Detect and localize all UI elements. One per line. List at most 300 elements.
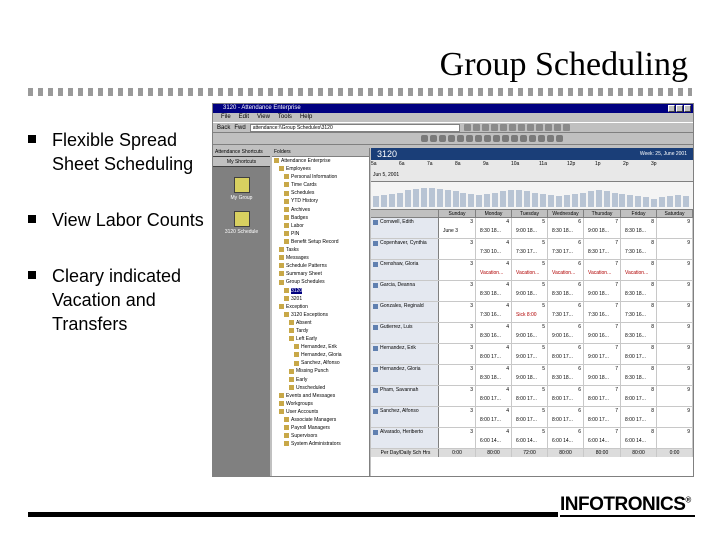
cell-day-number: 9 (687, 408, 690, 414)
my-group-icon[interactable] (234, 177, 250, 193)
minimize-icon[interactable] (668, 105, 675, 112)
toolbar-tool-icon[interactable] (527, 124, 534, 131)
cell-day-number: 7 (615, 219, 618, 225)
cell-day-number: 5 (542, 324, 545, 330)
cell-shift-text: 8:00 17... (625, 396, 646, 402)
schedule-cell[interactable] (512, 323, 548, 343)
schedule-cell[interactable] (476, 365, 512, 385)
cell-day-number: 6 (578, 219, 581, 225)
hour-label: 3p (651, 161, 657, 167)
cell-shift-text: 7:30 16... (588, 312, 609, 318)
employee-name[interactable]: Crenshaw, Gloria (371, 260, 439, 280)
tree-item-label: Supervisors (291, 433, 318, 440)
tree-item[interactable] (272, 311, 369, 319)
cell-day-number: 9 (687, 282, 690, 288)
tree-item-label: Archives (291, 206, 311, 213)
table-row[interactable] (371, 365, 693, 386)
cell-day-number: 9 (687, 240, 690, 246)
cell-day-number: 8 (651, 429, 654, 435)
table-row[interactable] (371, 386, 693, 407)
toolbar-tool-icon[interactable] (475, 135, 482, 142)
schedule-cell[interactable] (621, 323, 657, 343)
cell-day-number: 8 (651, 282, 654, 288)
tree-item[interactable] (272, 254, 369, 262)
schedule-cell[interactable] (512, 239, 548, 259)
menu-bar (213, 113, 693, 122)
bullet-square-icon (28, 271, 36, 279)
toolbar-tool-icon[interactable] (547, 135, 554, 142)
schedule-cell[interactable] (476, 239, 512, 259)
schedule-cell[interactable] (657, 428, 693, 448)
tree-item-label: Time Cards (291, 182, 317, 189)
cell-day-number: 4 (506, 240, 509, 246)
tree-item[interactable] (272, 197, 369, 205)
cell-day-number: 9 (687, 303, 690, 309)
toolbar-tool-icon[interactable] (538, 135, 545, 142)
folder-icon (279, 304, 284, 309)
schedule-cell[interactable] (512, 344, 548, 364)
labor-count-bar (516, 190, 522, 207)
back-button[interactable]: Back (217, 124, 231, 131)
tree-item[interactable] (272, 230, 369, 238)
schedule-cell[interactable] (621, 428, 657, 448)
schedule-cell[interactable] (439, 218, 476, 238)
folder-icon (289, 369, 294, 374)
cell-day-number: 8 (651, 261, 654, 267)
window-titlebar (213, 104, 693, 113)
toolbar-tool-icon[interactable] (509, 124, 516, 131)
menu-help[interactable]: Help (299, 114, 313, 120)
cell-shift-text: 8:00 17... (552, 417, 573, 423)
toolbar-tool-icon[interactable] (482, 124, 489, 131)
cell-day-number: 7 (615, 408, 618, 414)
schedule-cell[interactable] (657, 239, 693, 259)
folder-icon (294, 344, 299, 349)
cell-day-number: 6 (578, 387, 581, 393)
employee-name[interactable]: Garcia, Deanna (371, 281, 439, 301)
cell-day-number: 3 (470, 366, 473, 372)
labor-count-bar (445, 190, 451, 207)
cell-day-number: 4 (506, 387, 509, 393)
schedule-cell[interactable] (439, 344, 476, 364)
bullet-square-icon (28, 135, 36, 143)
cell-shift-text: 6:00 14... (552, 438, 573, 444)
schedule-cell[interactable] (548, 218, 584, 238)
schedule-cell[interactable] (476, 407, 512, 427)
cell-shift-text: 9:00 18... (588, 375, 609, 381)
table-row[interactable] (371, 302, 693, 323)
tree-item[interactable] (272, 376, 369, 384)
cell-day-number: 4 (506, 429, 509, 435)
schedule-cell[interactable] (621, 302, 657, 322)
schedule-cell[interactable] (621, 365, 657, 385)
toolbar-tool-icon[interactable] (500, 124, 507, 131)
labor-count-bar (476, 195, 482, 207)
employee-name[interactable]: Copenhaver, Cynthia (371, 239, 439, 259)
tree-item-label: Absent (296, 319, 312, 326)
tree-item-label: Associate Managers (291, 417, 337, 423)
tree-item[interactable] (272, 432, 369, 440)
hour-label: 6a (399, 161, 405, 167)
folder-icon (279, 166, 284, 171)
tree-item[interactable] (272, 157, 369, 165)
cell-day-number: 9 (687, 324, 690, 330)
table-row[interactable] (371, 239, 693, 260)
schedule-cell[interactable] (584, 386, 621, 406)
schedule-cell[interactable] (584, 407, 621, 427)
tree-item[interactable] (272, 400, 369, 408)
schedule-cell[interactable] (512, 386, 548, 406)
tree-item[interactable] (272, 189, 369, 197)
schedule-cell[interactable] (476, 344, 512, 364)
schedule-cell[interactable] (476, 302, 512, 322)
cell-day-number: 4 (506, 261, 509, 267)
cell-shift-text: 9:00 18... (588, 228, 609, 234)
tree-item[interactable] (272, 327, 369, 335)
folder-icon (284, 433, 289, 438)
schedule-cell[interactable] (621, 344, 657, 364)
tree-item[interactable] (272, 303, 369, 311)
employee-name[interactable]: Cornwell, Edith (371, 218, 439, 238)
employee-name[interactable]: Gutierrez, Luis (371, 323, 439, 343)
toolbar-tool-icon[interactable] (511, 135, 518, 142)
tree-item-label: 3120 Exceptions (291, 311, 328, 318)
labor-count-bar (540, 194, 546, 207)
labor-count-bar (588, 191, 594, 207)
day-header: Wednesday (548, 210, 584, 217)
schedule-cell[interactable] (512, 365, 548, 385)
table-row[interactable] (371, 260, 693, 281)
toolbar-tool-icon[interactable] (491, 124, 498, 131)
schedule-cell[interactable] (584, 344, 621, 364)
schedule-cell[interactable] (621, 260, 657, 280)
hour-label: 9a (483, 161, 489, 167)
schedule-cell[interactable] (439, 428, 476, 448)
schedule-cell[interactable] (584, 281, 621, 301)
folder-icon (279, 401, 284, 406)
schedule-cell[interactable] (584, 302, 621, 322)
tree-item-label: Early (296, 376, 308, 383)
schedule-cell[interactable] (621, 239, 657, 259)
folder-icon (284, 425, 289, 430)
schedule-banner (371, 148, 693, 160)
folder-icon (284, 312, 289, 317)
cell-shift-text: 8:30 18... (552, 291, 573, 297)
cell-shift-text: 8:30 18... (625, 291, 646, 297)
tree-item[interactable] (272, 319, 369, 327)
tree-item-label: Benefit Setup Record (291, 238, 339, 245)
cell-shift-text: 9:00 17... (516, 354, 537, 360)
tree-item[interactable] (272, 335, 369, 343)
tree-item-label: YTD History (291, 198, 318, 205)
toolbar-tool-icon[interactable] (457, 135, 464, 142)
schedule-cell[interactable] (657, 260, 693, 280)
cell-shift-text: 8:00 17... (516, 417, 537, 423)
labor-count-bar (389, 194, 395, 207)
schedule-cell[interactable] (548, 239, 584, 259)
schedule-cell[interactable] (657, 386, 693, 406)
logo-text: INFOTRONICS (560, 494, 686, 515)
cell-day-number: 3 (470, 303, 473, 309)
folder-icon (279, 271, 284, 276)
hour-label: 11a (539, 161, 547, 167)
forward-button[interactable]: Fwd (234, 124, 246, 131)
tree-item[interactable] (272, 416, 369, 424)
labor-count-bar (564, 195, 570, 207)
tree-item-label: System Administrators (291, 441, 341, 448)
schedule-cell[interactable] (548, 281, 584, 301)
schedule-cell[interactable] (476, 218, 512, 238)
cell-day-number: 3 (470, 219, 473, 225)
cell-day-number: 6 (578, 429, 581, 435)
schedule-cell[interactable] (657, 407, 693, 427)
toolbar-tool-icon[interactable] (464, 124, 471, 131)
schedule-cell[interactable] (657, 323, 693, 343)
cell-shift-text: 8:00 17... (480, 396, 501, 402)
day-header: Monday (476, 210, 512, 217)
tree-item-label: Hernandez, Erik (301, 344, 337, 351)
schedule-cell[interactable] (548, 386, 584, 406)
employee-name[interactable]: Sanchez, Alfonso (371, 407, 439, 427)
schedule-cell[interactable] (439, 260, 476, 280)
menu-edit[interactable]: Edit (238, 114, 250, 120)
tree-item-label: Hernandez, Gloria (301, 352, 342, 359)
schedule-cell[interactable] (657, 344, 693, 364)
schedule-cell[interactable] (548, 260, 584, 280)
tree-item[interactable] (272, 359, 369, 367)
schedule-cell[interactable] (476, 281, 512, 301)
cell-day-number: 7 (615, 387, 618, 393)
toolbar-tool-icon[interactable] (556, 135, 563, 142)
day-header (371, 210, 439, 217)
tree-item[interactable] (272, 262, 369, 270)
tree-item[interactable] (272, 165, 369, 173)
bullet-item (28, 208, 218, 232)
menu-file[interactable]: File (221, 114, 231, 120)
cell-day-number: 3 (470, 282, 473, 288)
cell-shift-text: Vacation... (588, 270, 612, 276)
toolbar-tool-icon[interactable] (439, 135, 446, 142)
tree-item[interactable] (272, 351, 369, 359)
schedule-cell[interactable] (657, 302, 693, 322)
employee-name[interactable]: Gonzales, Reginald (371, 302, 439, 322)
tree-item[interactable] (272, 295, 369, 303)
schedule-cell[interactable] (584, 365, 621, 385)
cell-day-number: 8 (651, 324, 654, 330)
toolbar-tool-icon[interactable] (421, 135, 428, 142)
labor-count-bar (532, 193, 538, 207)
labor-count-bar (675, 195, 681, 207)
tree-item[interactable] (272, 278, 369, 286)
shortcuts-pane (213, 148, 270, 477)
toolbar-tool-icon[interactable] (502, 135, 509, 142)
schedule-icon[interactable] (234, 211, 250, 227)
cell-shift-text: 6:00 14... (588, 438, 609, 444)
schedule-cell[interactable] (439, 386, 476, 406)
schedule-cell[interactable] (548, 365, 584, 385)
cell-shift-text: 8:00 17... (625, 417, 646, 423)
close-icon[interactable] (684, 105, 691, 112)
cell-day-number: 7 (615, 261, 618, 267)
tree-item[interactable] (272, 424, 369, 432)
employee-name[interactable]: Hernandez, Gloria (371, 365, 439, 385)
maximize-icon[interactable] (676, 105, 683, 112)
tree-item[interactable] (272, 408, 369, 416)
table-row[interactable] (371, 218, 693, 239)
cell-shift-text: 9:00 18... (516, 291, 537, 297)
cell-day-number: 9 (687, 387, 690, 393)
tree-item[interactable] (272, 246, 369, 254)
cell-shift-text: 8:30 18... (625, 228, 646, 234)
schedule-cell[interactable] (439, 281, 476, 301)
toolbar-tool-icon[interactable] (536, 124, 543, 131)
schedule-cell[interactable] (512, 218, 548, 238)
schedule-cell[interactable] (439, 302, 476, 322)
my-shortcuts-tab[interactable]: My Shortcuts (213, 157, 270, 167)
schedule-cell[interactable] (512, 281, 548, 301)
employee-name[interactable]: Hernandez, Erik (371, 344, 439, 364)
tree-item-label: Badges (291, 214, 308, 221)
table-row[interactable] (371, 344, 693, 365)
tree-item-label: Employees (286, 166, 311, 173)
schedule-cell[interactable] (584, 428, 621, 448)
schedule-cell[interactable] (584, 260, 621, 280)
employee-name[interactable]: Pham, Savannah (371, 386, 439, 406)
cell-day-number: 8 (651, 303, 654, 309)
tree-item[interactable] (272, 181, 369, 189)
cell-shift-text: 7:30 10... (480, 249, 501, 255)
schedule-cell[interactable] (621, 407, 657, 427)
cell-day-number: 5 (542, 387, 545, 393)
schedule-cell[interactable] (657, 218, 693, 238)
toolbar-tool-icon[interactable] (518, 124, 525, 131)
folder-icon (284, 288, 289, 293)
tree-item[interactable] (272, 222, 369, 230)
tree-item[interactable] (272, 238, 369, 246)
table-row[interactable] (371, 281, 693, 302)
employee-name[interactable]: Alvarado, Heriberto (371, 428, 439, 448)
hour-label: 1p (595, 161, 601, 167)
schedule-cell[interactable] (584, 323, 621, 343)
cell-day-number: 7 (615, 282, 618, 288)
toolbar-tool-icon[interactable] (430, 135, 437, 142)
tree-item-label: Workgroups (286, 400, 313, 407)
cell-day-number: 5 (542, 366, 545, 372)
schedule-cell[interactable] (621, 281, 657, 301)
cell-day-number: 5 (542, 282, 545, 288)
toolbar-tool-icon[interactable] (484, 135, 491, 142)
folder-icon (284, 182, 289, 187)
toolbar-tool-icon[interactable] (529, 135, 536, 142)
toolbar-tool-icon[interactable] (545, 124, 552, 131)
toolbar-tool-icon[interactable] (448, 135, 455, 142)
shortcut-label[interactable]: 3120 Schedule (224, 229, 259, 235)
hour-label: 10a (511, 161, 520, 167)
schedule-cell[interactable] (584, 218, 621, 238)
schedule-cell[interactable] (512, 302, 548, 322)
schedule-cell[interactable] (439, 323, 476, 343)
schedule-cell[interactable] (548, 344, 584, 364)
tree-item[interactable] (272, 214, 369, 222)
cell-day-number: 9 (687, 366, 690, 372)
day-header: Thursday (584, 210, 621, 217)
cell-shift-text: 7:30 16... (625, 312, 646, 318)
tree-item[interactable] (272, 440, 369, 448)
schedule-cell[interactable] (512, 428, 548, 448)
totals-cell: 0:00 (439, 449, 476, 457)
toolbar-tool-icon[interactable] (493, 135, 500, 142)
bullet-list (28, 128, 218, 368)
schedule-cell[interactable] (548, 323, 584, 343)
labor-count-bar (643, 197, 649, 207)
toolbar-tool-icon[interactable] (520, 135, 527, 142)
totals-cell: 80:00 (476, 449, 512, 457)
tree-item[interactable] (272, 343, 369, 351)
schedule-cell[interactable] (621, 386, 657, 406)
labor-count-bar (580, 193, 586, 207)
cell-day-number: 7 (615, 429, 618, 435)
schedule-cell[interactable] (512, 260, 548, 280)
tree-item[interactable] (272, 270, 369, 278)
schedule-cell[interactable] (476, 386, 512, 406)
tree-item[interactable] (272, 173, 369, 181)
tree-item[interactable] (272, 367, 369, 375)
toolbar-tool-icon[interactable] (473, 124, 480, 131)
schedule-cell[interactable] (476, 428, 512, 448)
table-row[interactable] (371, 428, 693, 449)
folder-icon (289, 336, 294, 341)
shortcut-label[interactable]: My Group (230, 195, 253, 201)
toolbar-tool-icon[interactable] (466, 135, 473, 142)
cell-day-number: 7 (615, 345, 618, 351)
schedule-cell[interactable] (657, 281, 693, 301)
tree-item[interactable] (272, 384, 369, 392)
address-input[interactable]: attendance:\\Group Schedules\3120 (250, 124, 460, 132)
hour-label: 7a (427, 161, 433, 167)
toolbar-tool-icon[interactable] (554, 124, 561, 131)
menu-view[interactable]: View (257, 114, 270, 120)
schedule-cell[interactable] (657, 365, 693, 385)
schedule-cell[interactable] (439, 407, 476, 427)
schedule-cell[interactable] (621, 218, 657, 238)
schedule-cell[interactable] (439, 365, 476, 385)
schedule-cell[interactable] (548, 428, 584, 448)
tree-item[interactable] (272, 392, 369, 400)
day-headers (371, 210, 693, 218)
tree-item[interactable] (272, 206, 369, 214)
tree-item[interactable] (272, 287, 369, 295)
cell-day-number: 4 (506, 366, 509, 372)
schedule-cell[interactable] (584, 239, 621, 259)
toolbar-tool-icon[interactable] (563, 124, 570, 131)
table-row[interactable] (371, 407, 693, 428)
schedule-cell[interactable] (512, 407, 548, 427)
schedule-cell[interactable] (476, 323, 512, 343)
schedule-cell[interactable] (548, 407, 584, 427)
schedule-cell[interactable] (548, 302, 584, 322)
cell-shift-text: Vacation... (552, 270, 576, 276)
menu-tools[interactable]: Tools (277, 114, 292, 120)
schedule-cell[interactable] (476, 260, 512, 280)
totals-cell: 80:00 (621, 449, 657, 457)
cell-shift-text: 7:30 17... (552, 249, 573, 255)
schedule-cell[interactable] (439, 239, 476, 259)
folder-icon (294, 352, 299, 357)
labor-count-bar (429, 188, 435, 207)
table-row[interactable] (371, 323, 693, 344)
labor-count-bar (460, 193, 466, 207)
tree-item-label: Missing Punch (296, 368, 329, 375)
